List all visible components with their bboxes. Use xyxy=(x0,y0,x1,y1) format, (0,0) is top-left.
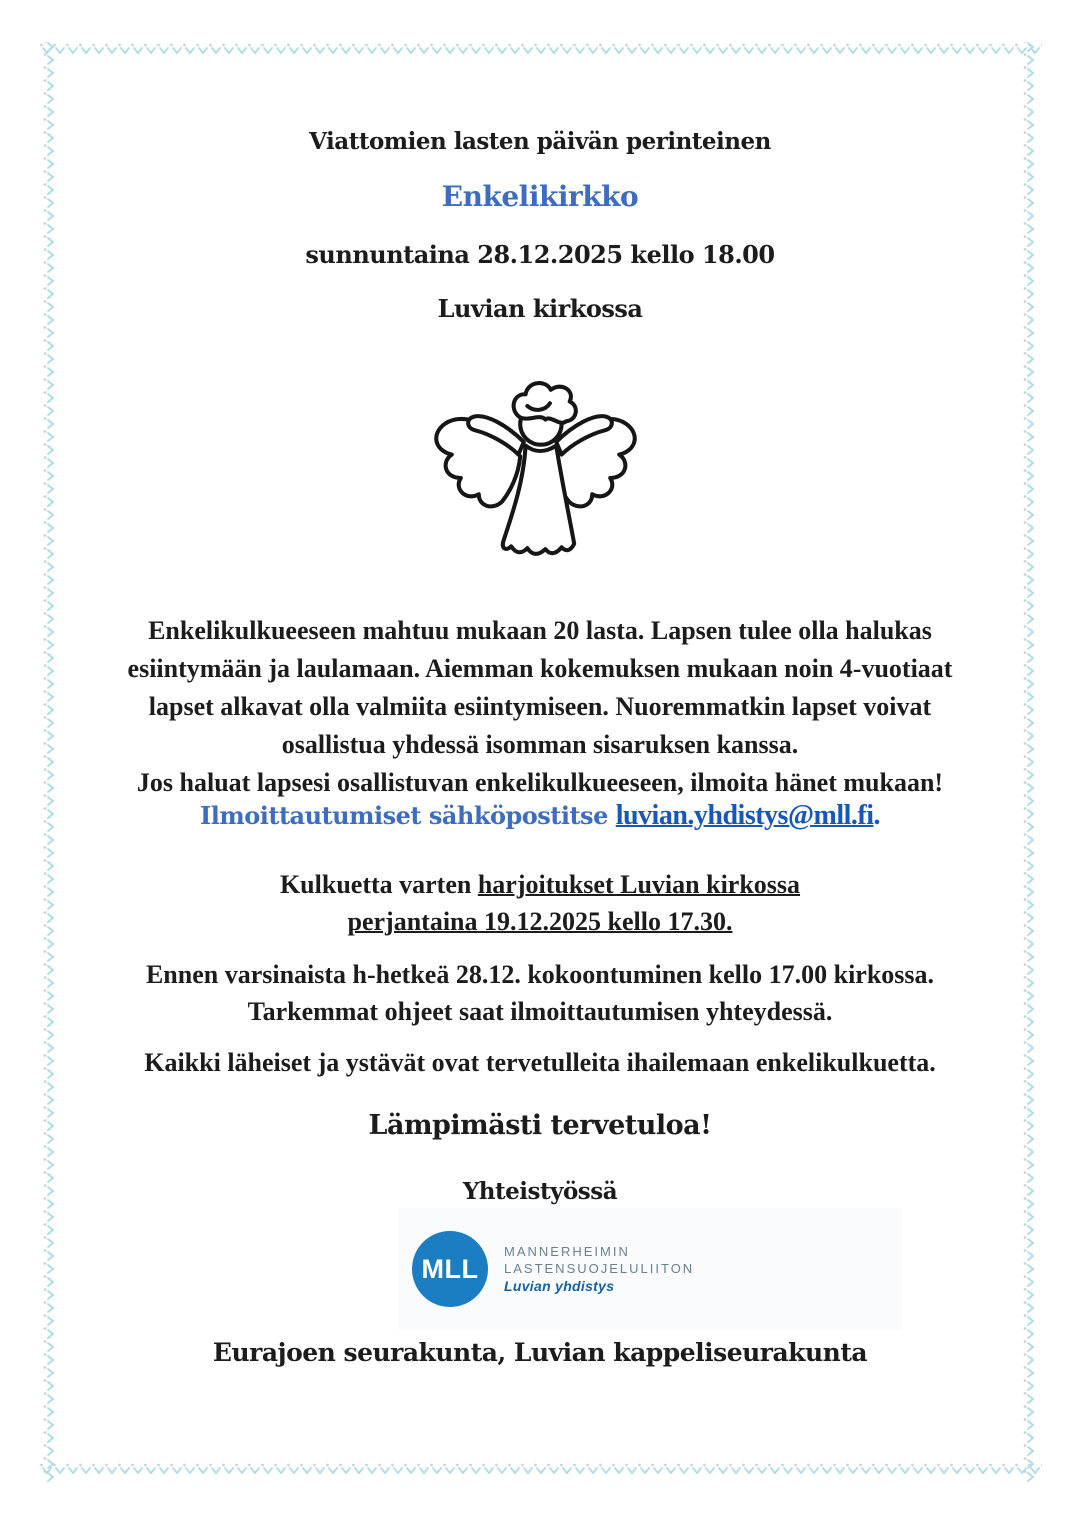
rehearsal-line2 xyxy=(0,903,1080,940)
rehearsal-underlined1: harjoitukset Luvian kirkossa xyxy=(477,870,801,899)
rehearsal-line1 xyxy=(0,866,1080,903)
mll-logo-text xyxy=(504,1243,694,1296)
mll-org-line2: LASTENSUOJELULIITON xyxy=(504,1260,695,1276)
intro-line: esiintymään ja laulamaan. Aiemman kokemuksen mukaan noin 4-vuotiaat xyxy=(127,654,953,683)
signup-prefix: Ilmoittautumiset sähköpostitse xyxy=(200,801,616,830)
meeting-info xyxy=(0,956,1080,1030)
rehearsal-prefix: Kulkuetta varten xyxy=(279,870,478,899)
signup-line xyxy=(0,800,1080,832)
footer-parishes: Eurajoen seurakunta, Luvian kappeliseurakunta xyxy=(212,1338,868,1367)
mll-org-line1: MANNERHEIMIN xyxy=(504,1243,630,1259)
intro-line: Enkelikulkueeseen mahtuu mukaan 20 lasta. Lapsen tulee olla halukas xyxy=(148,616,932,645)
intro-line: lapset alkavat olla valmiita esiintymiseen. Nuoremmatkin lapset voivat xyxy=(148,692,932,721)
mll-logo xyxy=(398,1208,902,1330)
rehearsal-info xyxy=(0,866,1080,940)
angel-line-art xyxy=(414,370,666,577)
event-datetime: sunnuntaina 28.12.2025 kello 18.00 xyxy=(305,240,775,269)
welcome-line: Kaikki läheiset ja ystävät ovat tervetulleita ihailemaan enkelikulkuetta. xyxy=(144,1048,936,1077)
intro-line: Jos haluat lapsesi osallistuvan enkelikulkueeseen, ilmoita hänet mukaan! xyxy=(136,768,944,797)
email-link[interactable]: luvian.yhdistys@mll.fi xyxy=(615,800,874,831)
closing-line: Lämpimästi tervetuloa! xyxy=(368,1110,712,1141)
rehearsal-underlined2: perjantaina 19.12.2025 kello 17.30. xyxy=(347,907,733,936)
event-location: Luvian kirkossa xyxy=(437,294,643,323)
mll-local-association: Luvian yhdistys xyxy=(504,1277,615,1294)
meeting-line: Tarkemmat ohjeet saat ilmoittautumisen yhteydessä. xyxy=(247,997,833,1026)
mll-logo-circle: MLL xyxy=(412,1231,488,1307)
header-line: Viattomien lasten päivän perinteinen xyxy=(309,128,771,155)
signup-suffix: . xyxy=(873,800,880,831)
intro-paragraph xyxy=(0,612,1080,802)
cooperation-label: Yhteistyössä xyxy=(462,1178,618,1205)
intro-line: osallistua yhdessä isomman sisaruksen kanssa. xyxy=(281,730,799,759)
event-title: Enkelikirkko xyxy=(441,180,639,213)
meeting-line: Ennen varsinaista h-hetkeä 28.12. kokoontuminen kello 17.00 kirkossa. xyxy=(145,960,935,989)
angel-illustration xyxy=(0,370,1080,581)
